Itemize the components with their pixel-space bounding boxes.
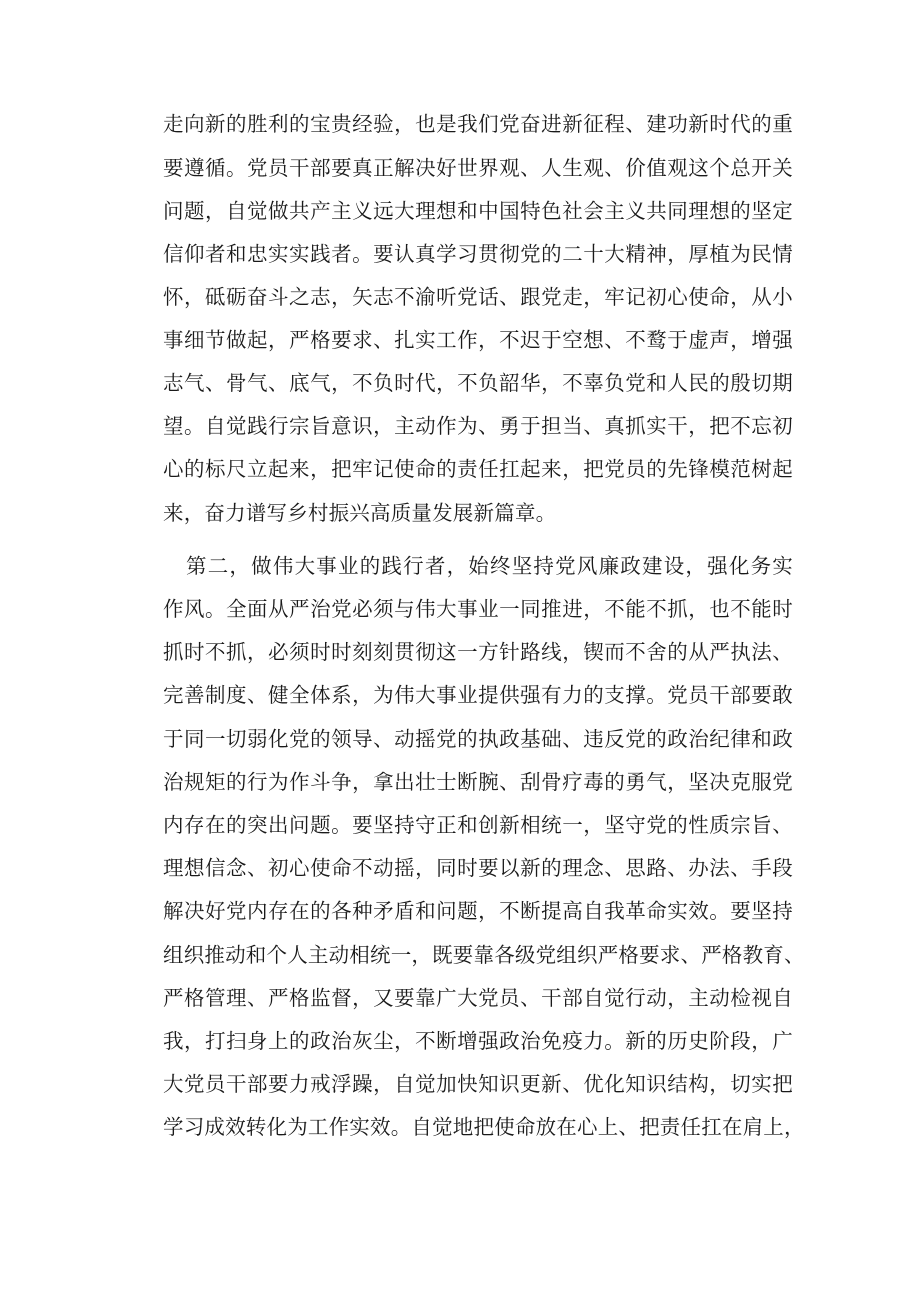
text-line: 望。自觉践行宗旨意识，主动作为、勇于担当、真抓实干，把不忘初 <box>163 414 793 438</box>
text-line: 解决好党内存在的各种矛盾和问题，不断提高自我革命实效。要坚持 <box>163 899 793 923</box>
text-line: 怀，砥砺奋斗之志，矢志不渝听党话、跟党走，牢记初心使命，从小 <box>163 285 793 309</box>
text-line: 信仰者和忠实实践者。要认真学习贯彻党的二十大精神，厚植为民情 <box>163 242 793 266</box>
text-line: 组织推动和个人主动相统一，既要靠各级党组织严格要求、严格教育、 <box>163 943 805 967</box>
text-line: 问题，自觉做共产主义远大理想和中国特色社会主义共同理想的坚定 <box>163 199 793 223</box>
text-line: 抓时不抓，必须时时刻刻贯彻这一方针路线，锲而不舍的从严执法、 <box>163 640 793 664</box>
text-line: 要遵循。党员干部要真正解决好世界观、人生观、价值观这个总开关 <box>163 156 793 180</box>
text-line: 理想信念、初心使命不动摇，同时要以新的理念、思路、办法、手段 <box>163 856 793 880</box>
text-line: 走向新的胜利的宝贵经验，也是我们党奋进新征程、建功新时代的重 <box>163 112 793 136</box>
text-line: 内存在的突出问题。要坚持守正和创新相统一，坚守党的性质宗旨、 <box>163 813 793 837</box>
text-line: 大党员干部要力戒浮躁，自觉加快知识更新、优化知识结构，切实把 <box>163 1072 793 1096</box>
text-line: 作风。全面从严治党必须与伟大事业一同推进，不能不抓，也不能时 <box>163 597 793 621</box>
text-line: 心的标尺立起来，把牢记使命的责任扛起来，把党员的先锋模范树起 <box>163 457 793 481</box>
text-line: 我，打扫身上的政治灰尘，不断增强政治免疫力。新的历史阶段，广 <box>163 1029 793 1053</box>
text-line: 完善制度、健全体系，为伟大事业提供强有力的支撑。党员干部要敢 <box>163 683 793 707</box>
text-line: 志气、骨气、底气，不负时代，不负韶华，不辜负党和人民的殷切期 <box>163 371 793 395</box>
text-line: 治规矩的行为作斗争，拿出壮士断腕、刮骨疗毒的勇气，坚决克服党 <box>163 770 793 794</box>
text-line: 事细节做起，严格要求、扎实工作，不迟于空想、不鹜于虚声，增强 <box>163 328 793 352</box>
text-line: 严格管理、严格监督，又要靠广大党员、干部自觉行动，主动检视自 <box>163 986 793 1010</box>
text-line: 来，奋力谱写乡村振兴高质量发展新篇章。 <box>163 501 557 525</box>
text-line: 学习成效转化为工作实效。自觉地把使命放在心上、把责任扛在肩上， <box>163 1115 805 1139</box>
text-line: 于同一切弱化党的领导、动摇党的执政基础、违反党的政治纪律和政 <box>163 727 793 751</box>
paragraph-first-line: 第二，做伟大事业的践行者，始终坚持党风廉政建设，强化务实 <box>186 554 793 578</box>
